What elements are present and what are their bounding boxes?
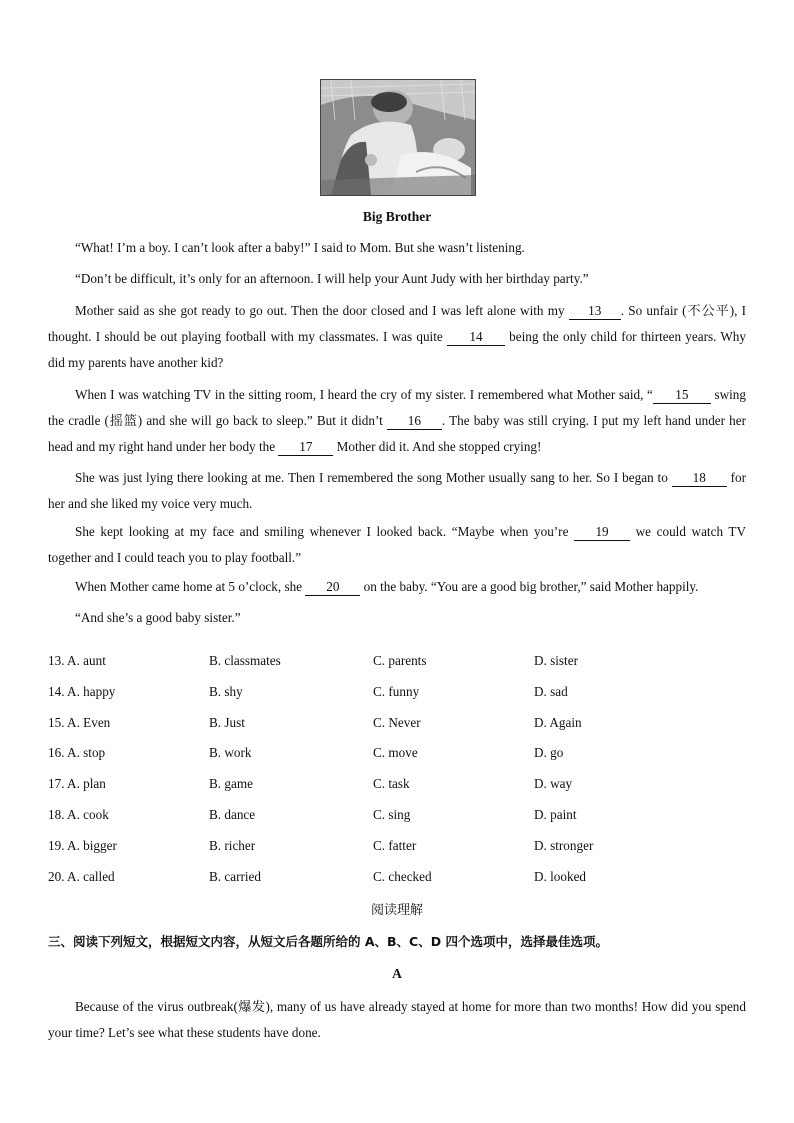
option-choice[interactable]: C. checked: [373, 868, 432, 884]
paragraph-3-text-c: being the only child for thirteen years. Why did my parents have another kid?: [48, 329, 746, 370]
paragraph-5: [48, 465, 746, 517]
option-row: [48, 869, 748, 889]
paragraph-7-text-a: When Mother came home at 5 o’clock, she: [75, 579, 306, 594]
option-choice[interactable]: 13. A. aunt: [48, 653, 106, 668]
option-choice[interactable]: D. Again: [534, 714, 582, 730]
paragraph-8-text: “And she’s a good baby sister.”: [75, 610, 241, 625]
option-choice[interactable]: D. sad: [534, 683, 568, 699]
paragraph-7-text-b: on the baby. “You are a good big brother,” said Mother happily.: [360, 579, 699, 594]
paragraph-3: [48, 298, 746, 376]
option-choice[interactable]: B. Just: [209, 714, 245, 730]
section-heading: 阅读理解: [370, 903, 423, 918]
boy-and-baby-image: [321, 80, 475, 195]
option-choice[interactable]: B. game: [209, 776, 253, 792]
blank-19[interactable]: 19: [574, 524, 630, 541]
option-choice[interactable]: B. dance: [209, 807, 256, 822]
option-choice[interactable]: D. paint: [534, 807, 577, 822]
paragraph-2-text: “Don’t be difficult, it’s only for an afternoon. I will help your Aunt Judy with her birthday party.”: [75, 271, 589, 286]
option-choice[interactable]: 19. A. bigger: [48, 837, 117, 853]
paragraph-4-text-b: swing the cradle (摇篮) and she will go back to sleep.” But it didn’t: [48, 387, 746, 428]
option-choice[interactable]: 20. A. called: [48, 868, 115, 884]
option-choice[interactable]: C. sing: [373, 807, 411, 822]
blank-17[interactable]: 17: [278, 439, 333, 456]
option-choice[interactable]: B. carried: [209, 868, 261, 884]
option-choice[interactable]: D. sister: [534, 653, 578, 668]
blank-20[interactable]: 20: [305, 579, 360, 596]
option-choice[interactable]: D. looked: [534, 868, 587, 884]
option-choice[interactable]: D. go: [534, 745, 564, 761]
reading-intro-text: Because of the virus outbreak(爆发), many of us have already stayed at home for more than two months! How did you spend your time? Let’s see what these students have done.: [48, 999, 746, 1040]
option-choice[interactable]: B. classmates: [209, 653, 281, 668]
paragraph-5-text-a: She was just lying there looking at me. Then I remembered the song Mother usually sang to her. So I began to: [75, 470, 672, 485]
option-choice[interactable]: 14. A. happy: [48, 683, 116, 699]
option-row: [48, 838, 748, 858]
blank-18[interactable]: 18: [672, 470, 727, 487]
reading-instruction: 三、阅读下列短文，根据短文内容，从短文后各题所给的 A、B、C、D 四个选项中，选择最佳选项。: [48, 934, 608, 949]
paragraph-7: [48, 574, 746, 600]
paragraph-4-text-a: When I was watching TV in the sitting room, I heard the cry of my sister. I remembered what Mother said, “: [75, 387, 653, 402]
paragraph-8: [48, 605, 746, 631]
option-row: [48, 776, 748, 796]
option-choice[interactable]: B. shy: [209, 683, 243, 699]
blank-15[interactable]: 15: [653, 387, 711, 404]
option-row: [48, 684, 748, 704]
option-choice[interactable]: B. work: [209, 745, 252, 761]
option-choice[interactable]: C. funny: [373, 683, 420, 699]
paragraph-1-text: “What! I’m a boy. I can’t look after a baby!” I said to Mom. But she wasn’t listening.: [75, 240, 525, 255]
blank-13[interactable]: 13: [569, 303, 621, 320]
paragraph-6: [48, 519, 746, 571]
option-choice[interactable]: C. parents: [373, 653, 427, 668]
passage-title: Big Brother: [362, 209, 432, 224]
option-row: [48, 807, 748, 827]
reading-intro-paragraph: [48, 994, 746, 1046]
paragraph-6-text-a: She kept looking at my face and smiling whenever I looked back. “Maybe when you’re: [75, 524, 575, 539]
option-choice[interactable]: 17. A. plan: [48, 776, 106, 792]
paragraph-4-text-d: Mother did it. And she stopped crying!: [333, 439, 542, 454]
paragraph-4-text-c: . The baby was still crying. I put my left hand under her head and my right hand under her body the: [48, 413, 746, 454]
option-choice[interactable]: C. move: [373, 745, 418, 761]
option-choice[interactable]: 16. A. stop: [48, 745, 106, 761]
option-choice[interactable]: 15. A. Even: [48, 714, 111, 730]
paragraph-2: [48, 266, 746, 292]
option-choice[interactable]: C. fatter: [373, 837, 417, 853]
option-choice[interactable]: C. task: [373, 776, 410, 792]
option-choice[interactable]: D. way: [534, 776, 573, 792]
option-choice[interactable]: B. richer: [209, 837, 256, 853]
paragraph-3-text-b: . So unfair (不公平), I thought. I should be out playing football with my classmates. I was quite: [48, 303, 747, 344]
passage-letter: A: [392, 966, 402, 981]
option-row: [48, 653, 748, 673]
paragraph-6-text-b: we could watch TV together and I could teach you to play football.”: [48, 524, 746, 565]
option-row: [48, 715, 748, 735]
passage-photo: [320, 79, 476, 196]
option-row: [48, 745, 748, 765]
option-choice[interactable]: 18. A. cook: [48, 807, 109, 822]
paragraph-5-text-b: for her and she liked my voice very much.: [48, 470, 746, 511]
paragraph-4: [48, 382, 746, 460]
option-choice[interactable]: D. stronger: [534, 837, 594, 853]
blank-16[interactable]: 16: [387, 413, 442, 430]
paragraph-1: [48, 235, 746, 261]
paragraph-3-text-a: Mother said as she got ready to go out. Then the door closed and I was left alone with my: [75, 303, 569, 318]
blank-14[interactable]: 14: [447, 329, 505, 346]
option-choice[interactable]: C. Never: [373, 714, 421, 730]
